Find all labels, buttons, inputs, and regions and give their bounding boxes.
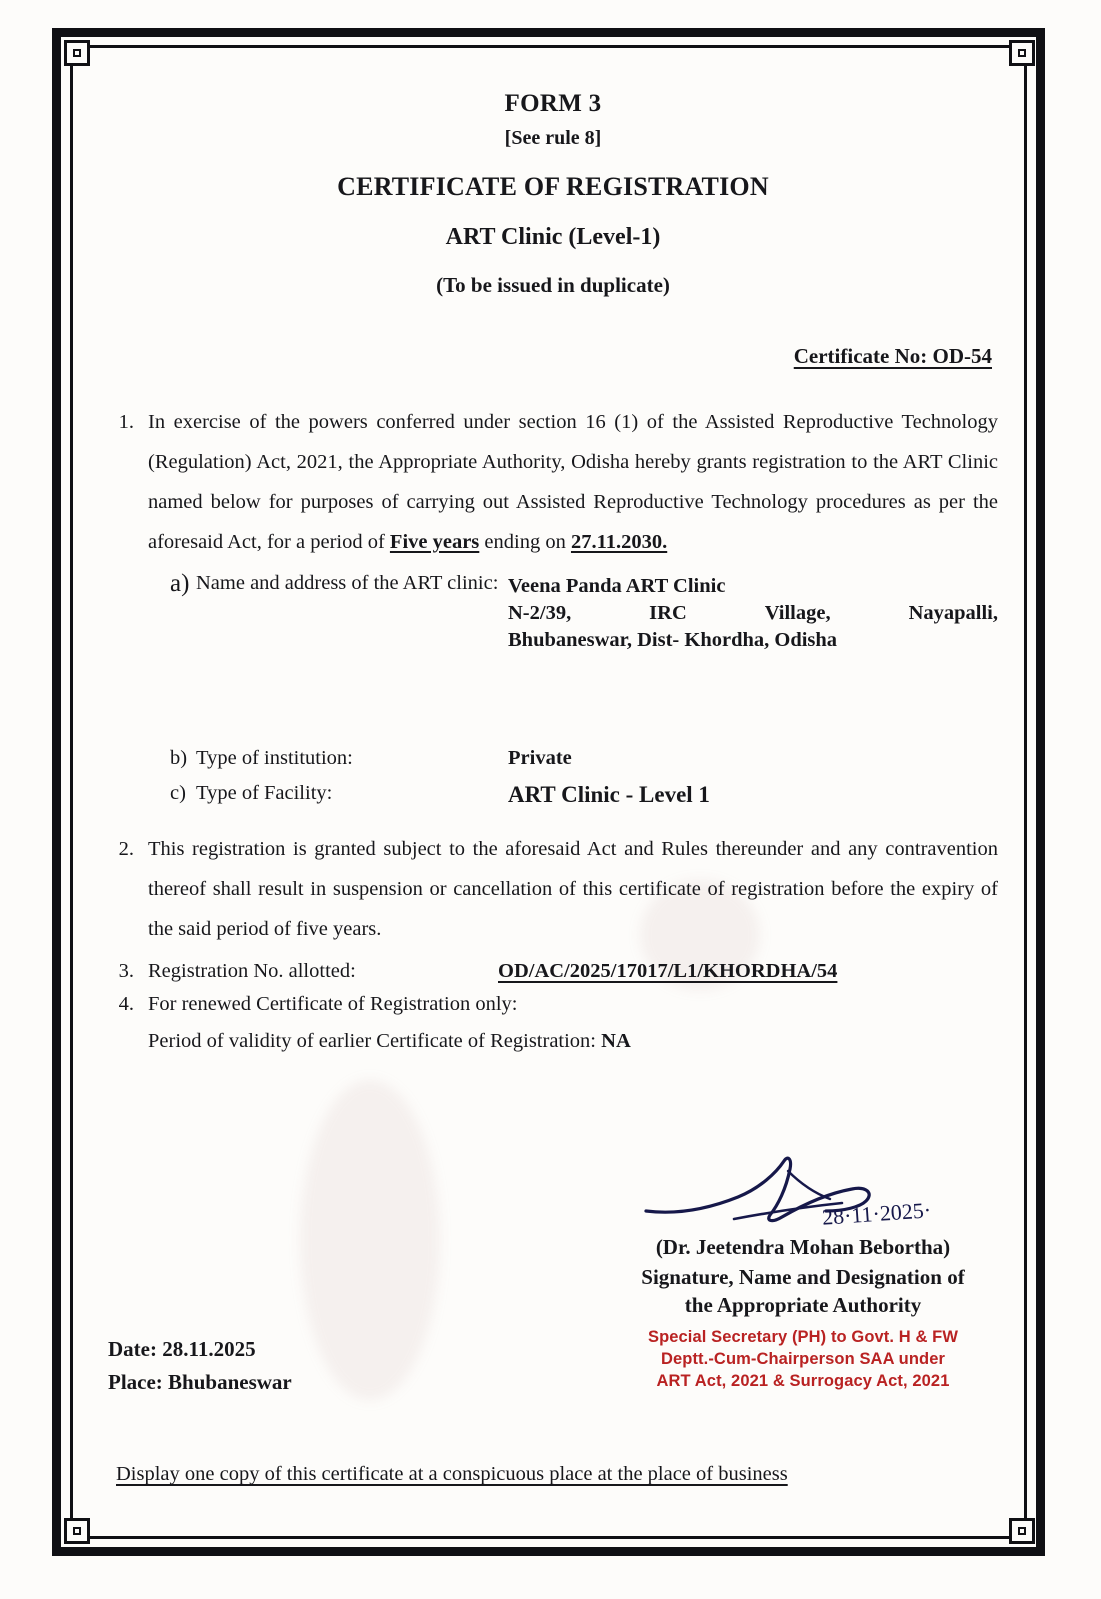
clause-2-number: 2. bbox=[118, 838, 134, 861]
address-part-2: IRC bbox=[649, 601, 687, 624]
clause-2 bbox=[108, 830, 998, 950]
sub-item-a-value bbox=[508, 571, 998, 656]
signature-block bbox=[608, 1153, 998, 1392]
institution-type-value: Private bbox=[508, 747, 572, 770]
issue-date: Date: 28.11.2025 bbox=[108, 1337, 256, 1361]
earlier-validity-value: NA bbox=[601, 1030, 631, 1053]
registration-no-value: OD/AC/2025/17017/L1/KHORDHA/54 bbox=[498, 960, 838, 983]
address-part-3: Village, bbox=[764, 601, 831, 624]
duplicate-note: (To be issued in duplicate) bbox=[436, 273, 670, 297]
sub-item-c-text: Type of Facility: bbox=[196, 782, 333, 805]
certificate-number: Certificate No: OD-54 bbox=[793, 344, 992, 368]
authority-name: (Dr. Jeetendra Mohan Bebortha) bbox=[655, 1235, 951, 1259]
sub-item-a-marker: a) bbox=[170, 569, 190, 597]
sub-item-b-label bbox=[108, 747, 508, 770]
certificate-header bbox=[108, 90, 998, 298]
authority-designation-line2: the Appropriate Authority bbox=[684, 1293, 922, 1318]
clause-1-end-date: 27.11.2030. bbox=[570, 530, 668, 553]
certificate-title: CERTIFICATE OF REGISTRATION bbox=[337, 172, 769, 201]
date-place-block bbox=[108, 1333, 292, 1398]
corner-ornament-top-right bbox=[1009, 40, 1035, 66]
earlier-validity-label: Period of validity of earlier Certificate of Registration: bbox=[148, 1030, 602, 1053]
clause-1-period: Five years bbox=[389, 530, 480, 553]
clinic-name: Veena Panda ART Clinic bbox=[508, 574, 726, 597]
clause-2-body: This registration is granted subject to the aforesaid Act and Rules thereunder and any contravention thereof shall result in suspension or cancellation of this certificate of registration before the expiry of the said period of five years. bbox=[148, 838, 998, 941]
clause-1 bbox=[108, 403, 998, 563]
clause-3-number: 3. bbox=[118, 960, 134, 983]
corner-ornament-top-left bbox=[64, 40, 90, 66]
authority-stamp bbox=[608, 1326, 998, 1393]
authority-designation-line1: Signature, Name and Designation of bbox=[641, 1265, 965, 1289]
clause-1-body bbox=[148, 403, 998, 563]
sub-item-b-text: Type of institution: bbox=[196, 747, 353, 770]
clause-4-label: For renewed Certificate of Registration only: bbox=[148, 993, 518, 1016]
address-part-1: N-2/39, bbox=[508, 601, 572, 624]
facility-type-value: ART Clinic - Level 1 bbox=[508, 782, 710, 808]
display-copy-note: Display one copy of this certificate at a conspicuous place at the place of business bbox=[116, 1463, 788, 1485]
earlier-validity-row bbox=[108, 1030, 998, 1053]
see-rule-note: [See rule 8] bbox=[504, 127, 602, 149]
issue-place: Place: Bhubaneswar bbox=[108, 1369, 292, 1394]
clause-4 bbox=[108, 993, 998, 1016]
signature-date-handwritten: 28·11·2025· bbox=[821, 1197, 932, 1230]
certificate-number-row bbox=[108, 344, 998, 369]
clinic-address-line3: Bhubaneswar, Dist- Khordha, Odisha bbox=[508, 628, 838, 651]
stamp-line-1: Special Secretary (PH) to Govt. H & FW bbox=[647, 1327, 959, 1346]
sub-item-a-text: Name and address of the ART clinic: bbox=[196, 571, 499, 594]
certificate-content bbox=[108, 78, 998, 1508]
corner-ornament-bottom-left bbox=[64, 1518, 90, 1544]
sub-item-c-marker: c) bbox=[170, 782, 186, 805]
sub-item-c bbox=[108, 782, 998, 808]
sub-item-c-label bbox=[108, 782, 508, 808]
corner-ornament-bottom-right bbox=[1009, 1518, 1035, 1544]
clause-1-number: 1. bbox=[118, 411, 134, 433]
stamp-line-3: ART Act, 2021 & Surrogacy Act, 2021 bbox=[656, 1372, 950, 1391]
sub-item-b bbox=[108, 747, 998, 770]
sub-item-b-marker: b) bbox=[170, 747, 188, 770]
form-title: FORM 3 bbox=[504, 90, 602, 117]
registration-no-label: Registration No. allotted: bbox=[148, 960, 356, 983]
sub-item-a-label bbox=[108, 571, 508, 656]
clause-1-text-part2: ending on bbox=[479, 530, 571, 553]
clause-4-number: 4. bbox=[118, 993, 134, 1016]
sub-item-a bbox=[108, 571, 998, 656]
clause-3 bbox=[108, 960, 998, 983]
clinic-level-subtitle: ART Clinic (Level-1) bbox=[445, 224, 661, 250]
clause-1-text-part1: In exercise of the powers conferred under section 16 (1) of the Assisted Reproductive Technology (Regulation) Act, 2021, the Appropriate Authority, Odisha hereby grants registration to the ART Clinic named below for purposes of carrying out Assisted Reproductive Technology procedures as per the aforesaid Act, for a period of bbox=[148, 411, 998, 553]
address-part-4: Nayapalli, bbox=[908, 601, 998, 624]
clinic-address-line2 bbox=[508, 602, 998, 625]
stamp-line-2: Deptt.-Cum-Chairperson SAA under bbox=[660, 1349, 945, 1368]
